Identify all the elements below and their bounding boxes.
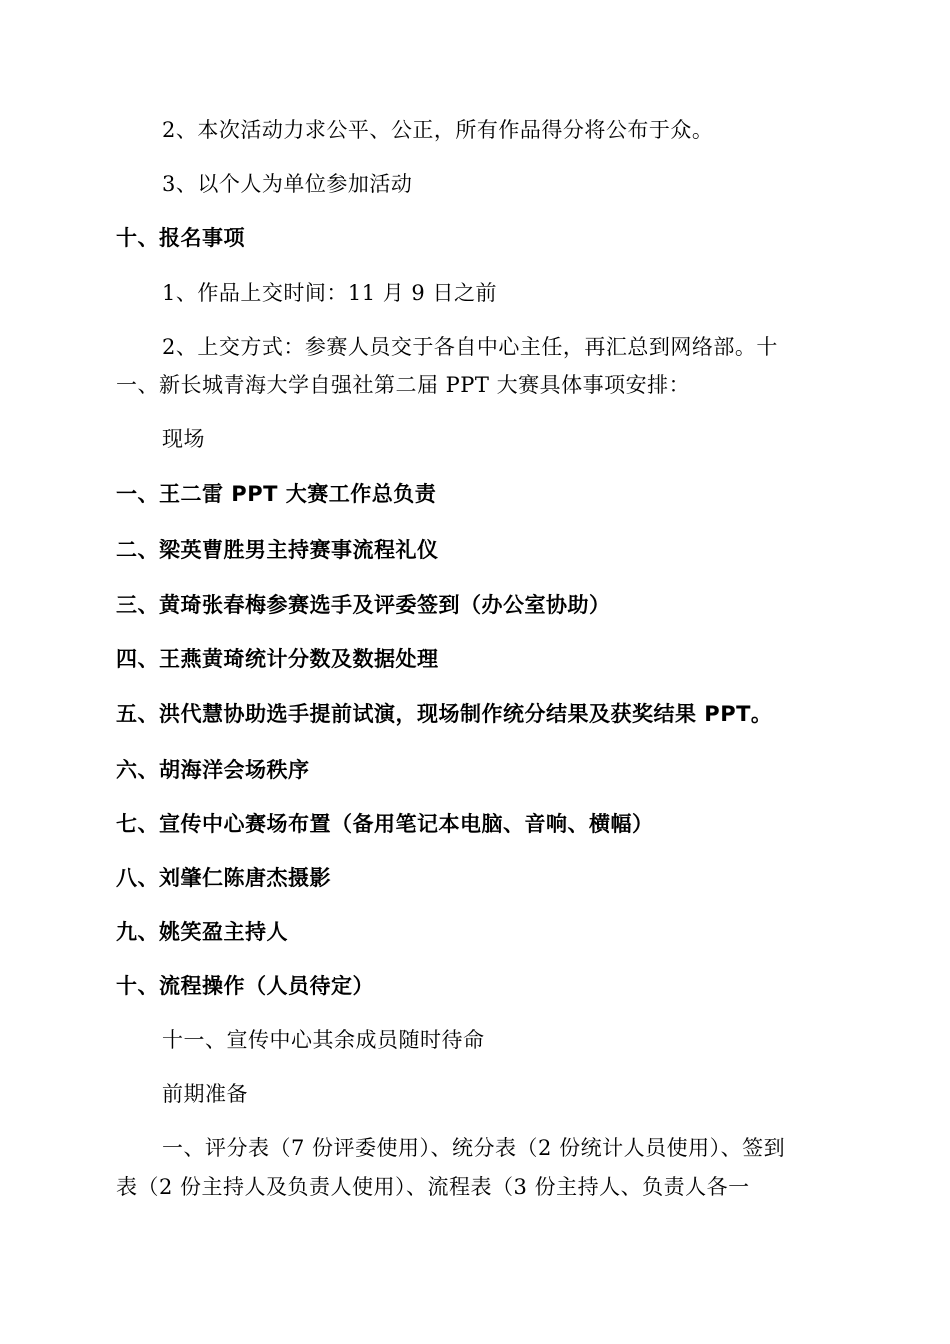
paragraph-submission-time: 1、作品上交时间：11 月 9 日之前: [162, 281, 497, 305]
role-item-11: 十一、宣传中心其余成员随时待命: [162, 1028, 485, 1052]
heading-registration: 十、报名事项: [116, 226, 245, 250]
role-item-7: 七、宣传中心赛场布置（备用笔记本电脑、音响、横幅）: [116, 812, 654, 836]
paragraph-submission-method-cont: 一、新长城青海大学自强社第二届 PPT 大赛具体事项安排：: [116, 373, 691, 397]
role-item-10: 十、流程操作（人员待定）: [116, 974, 374, 998]
paragraph-submission-method: 2、上交方式：参赛人员交于各自中心主任，再汇总到网络部。十: [162, 335, 778, 359]
preparation-item-1: 一、评分表（7 份评委使用）、统分表（2 份统计人员使用）、签到: [162, 1136, 786, 1160]
role-item-9: 九、姚笑盈主持人: [116, 920, 288, 944]
paragraph-individual-participation: 3、以个人为单位参加活动: [162, 172, 413, 196]
preparation-item-1-cont: 表（2 份主持人及负责人使用）、流程表（3 份主持人、负责人各一: [116, 1175, 750, 1199]
role-item-6: 六、胡海洋会场秩序: [116, 758, 310, 782]
role-item-1: 一、王二雷 PPT 大赛工作总负责: [116, 482, 437, 506]
role-item-3: 三、黄琦张春梅参赛选手及评委签到（办公室协助）: [116, 593, 611, 617]
role-item-8: 八、刘肇仁陈唐杰摄影: [116, 866, 331, 890]
role-item-5: 五、洪代慧协助选手提前试演，现场制作统分结果及获奖结果 PPT。: [116, 702, 773, 726]
section-label-onsite: 现场: [162, 427, 205, 451]
role-item-4: 四、王燕黄琦统计分数及数据处理: [116, 647, 439, 671]
paragraph-fairness: 2、本次活动力求公平、公正，所有作品得分将公布于众。: [162, 118, 714, 142]
section-label-preparation: 前期准备: [162, 1082, 248, 1106]
role-item-2: 二、梁英曹胜男主持赛事流程礼仪: [116, 538, 439, 562]
